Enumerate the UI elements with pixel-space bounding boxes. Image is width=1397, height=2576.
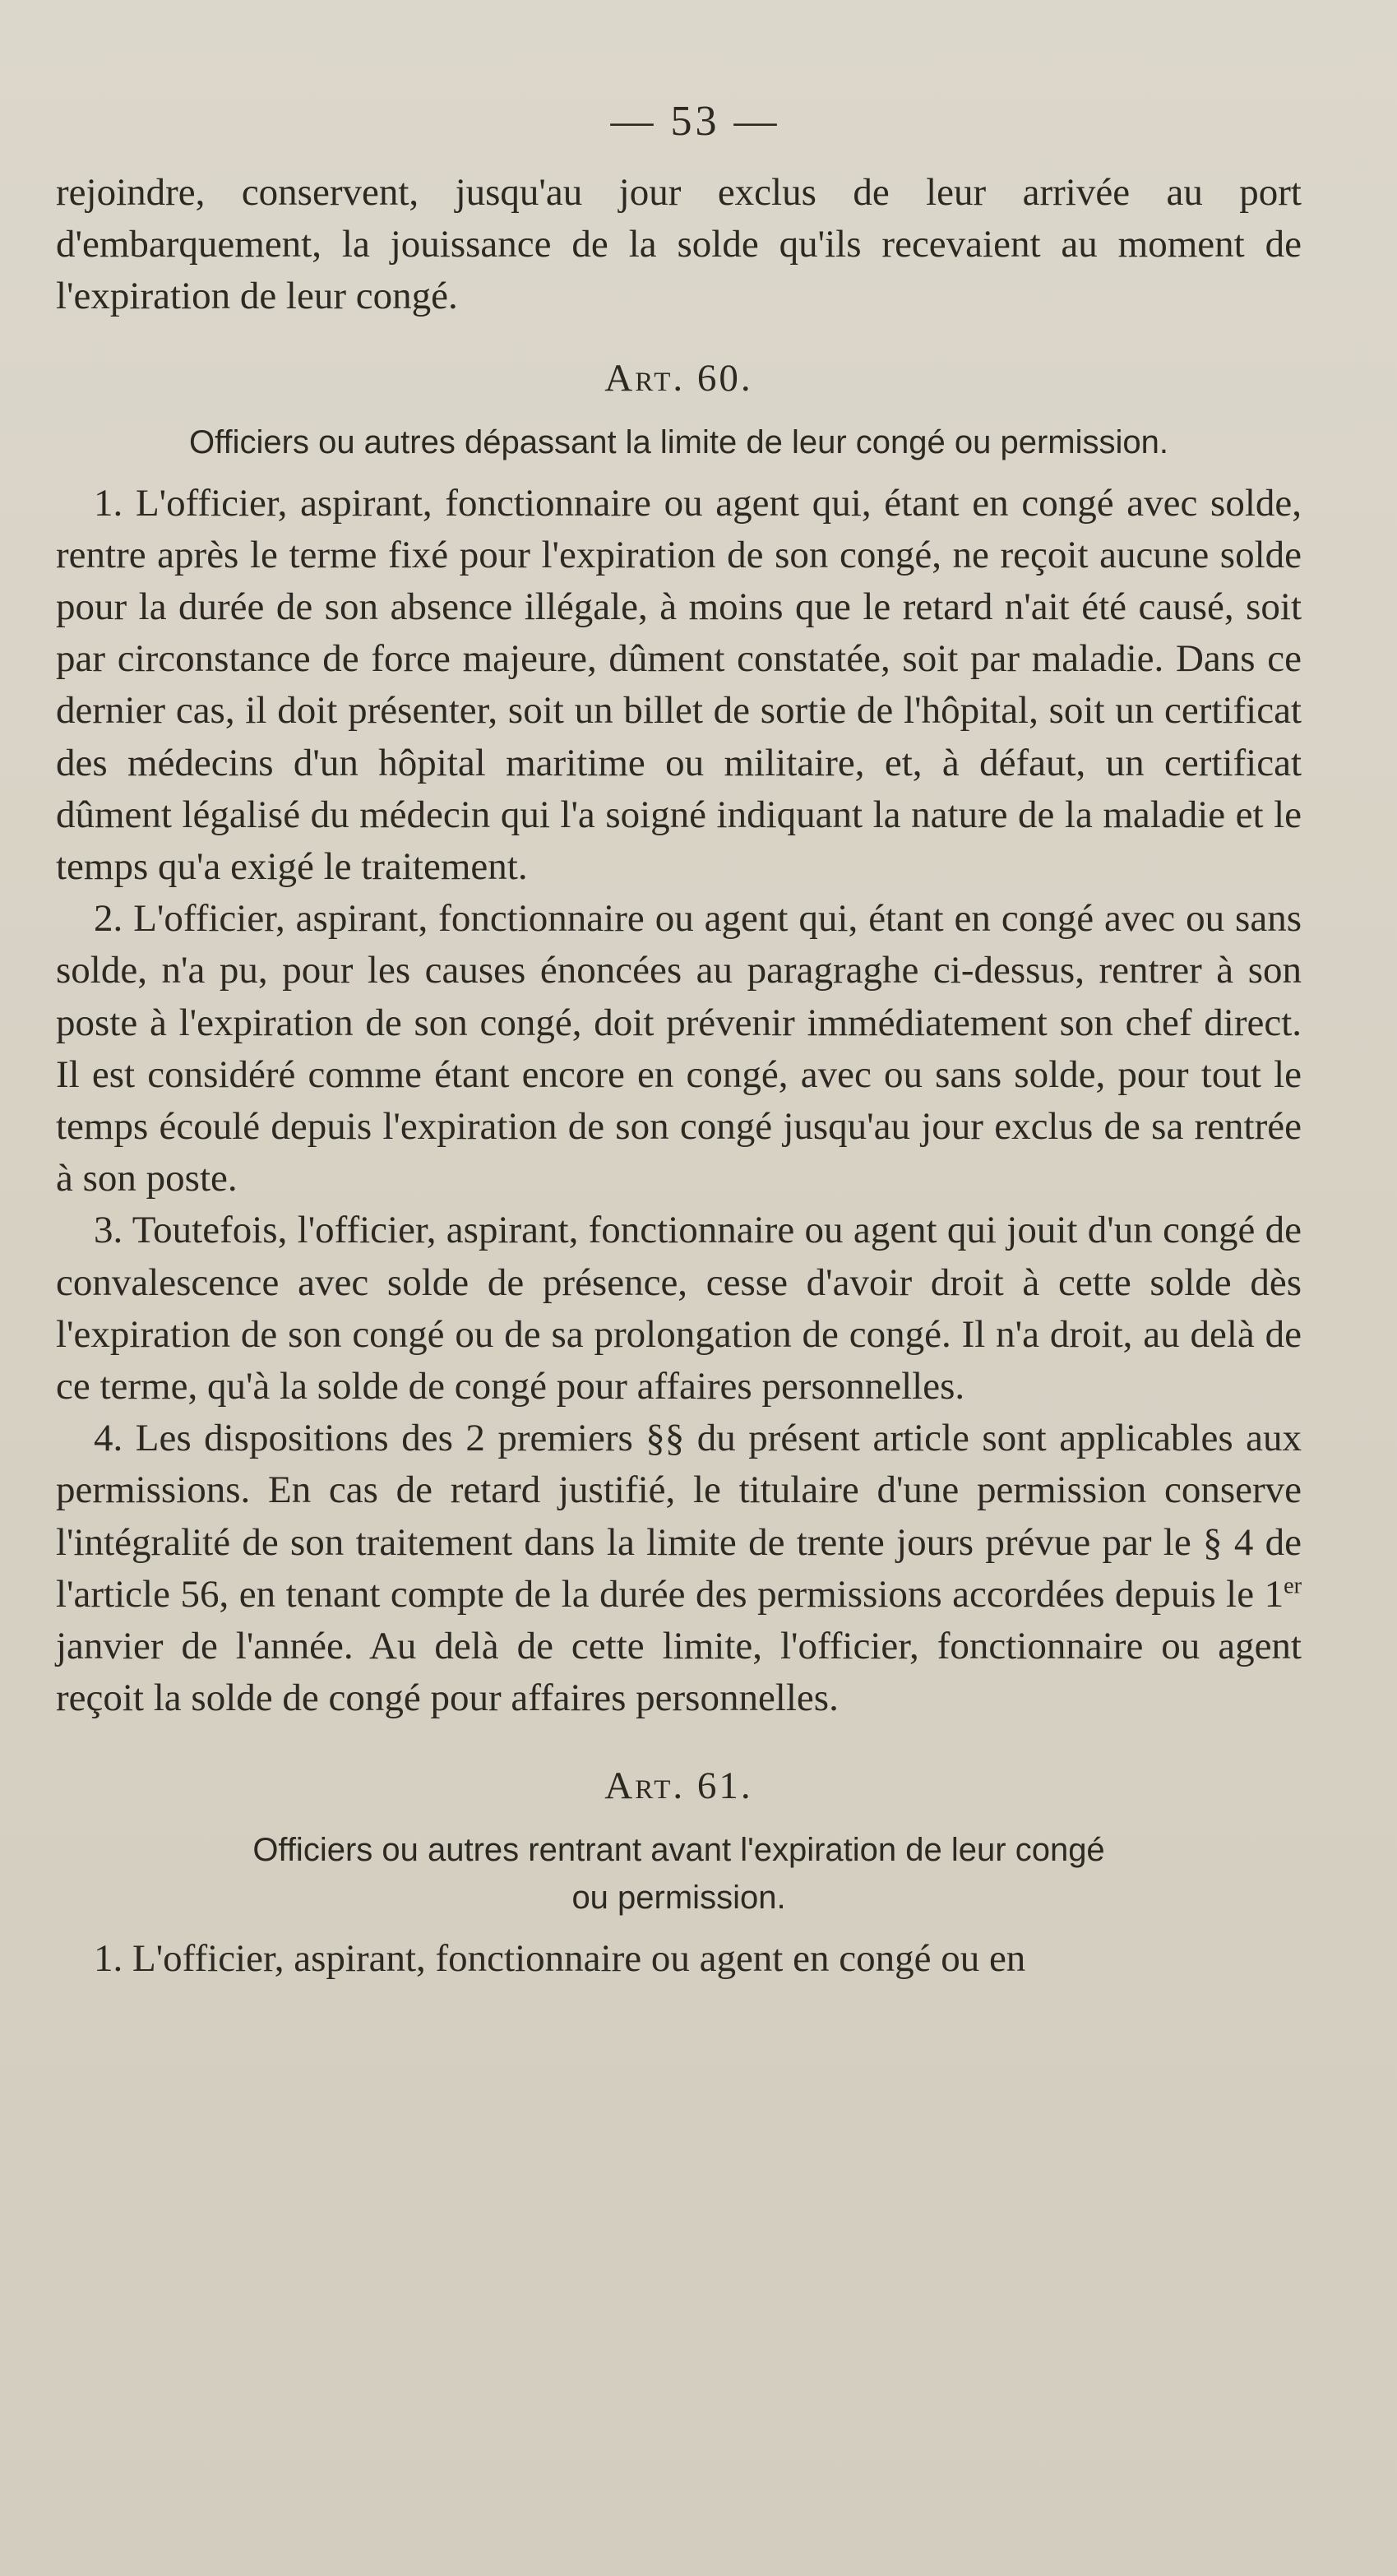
article-60-heading: Officiers ou autres dépassant la limite de leur congé ou permission.: [189, 423, 1168, 460]
article-60-paragraph-4: [56, 1413, 1302, 1724]
paragraph-4-text-after: janvier de l'année. Au delà de cette limite, l'officier, fonctionnaire ou agent reçoit la solde de congé pour affaires personnelles.: [56, 1625, 1302, 1720]
article-60-paragraph-3: 3. Toutefois, l'officier, aspirant, fonctionnaire ou agent qui jouit d'un congé de convalescence avec solde de présence, cesse d'avoir droit à cette solde dès l'expiration de son congé ou de sa prolongation de congé. Il n'a droit, au delà de ce terme, qu'à la solde de congé pour affaires personnelles.: [56, 1209, 1302, 1408]
article-60-title: Art. 60.: [604, 356, 753, 400]
article-61-paragraph-1: 1. L'officier, aspirant, fonctionnaire ou agent en congé ou en: [94, 1937, 1026, 1981]
article-61-heading-line-1: Officiers ou autres rentrant avant l'expiration de leur congé: [252, 1832, 1105, 1869]
intro-paragraph: rejoindre, conservent, jusqu'au jour exclus de leur arrivée au port d'embarquement, la jouissance de la solde qu'ils recevaient au moment de l'expiration de leur congé.: [56, 171, 1302, 318]
article-61-title: Art. 61.: [604, 1764, 753, 1808]
article-61-heading-line-2: ou permission.: [571, 1880, 786, 1917]
page-number: — 53 —: [610, 98, 780, 145]
ordinal-superscript: er: [1284, 1573, 1302, 1599]
article-60-paragraph-2: 2. L'officier, aspirant, fonctionnaire ou agent qui, étant en congé avec ou sans solde, n'a pu, pour les causes énoncées au paragraghe ci-dessus, rentrer à son poste à l'expiration de son congé, doit prévenir immédiatement son chef direct. Il est considéré comme étant encore en congé, avec ou sans solde, pour tout le temps écoulé depuis l'expiration de son congé jusqu'au jour exclus de sa rentrée à son poste.: [56, 897, 1302, 1200]
article-60-paragraph-1: 1. L'officier, aspirant, fonctionnaire ou agent qui, étant en congé avec solde, rentre après le terme fixé pour l'expiration de son congé, ne reçoit aucune solde pour la durée de son absence illégale, à moins que le retard n'ait été causé, soit par circonstance de force majeure, dûment constatée, soit par maladie. Dans ce dernier cas, il doit présenter, soit un billet de sortie de l'hôpital, soit un certificat des médecins d'un hôpital maritime ou militaire, et, à défaut, un certificat dûment légalisé du médecin qui l'a soigné indiquant la nature de la maladie et le temps qu'a exigé le traitement.: [56, 481, 1302, 889]
paragraph-4-text-before: 4. Les dispositions des 2 premiers §§ du présent article sont applicables aux permissions. En cas de retard justifié, le titulaire d'une permission conserve l'intégralité de son traitement dans la limite de trente jours prévue par le § 4 de l'article 56, en tenant compte de la durée des permissions accordées depuis le 1: [56, 1417, 1302, 1616]
